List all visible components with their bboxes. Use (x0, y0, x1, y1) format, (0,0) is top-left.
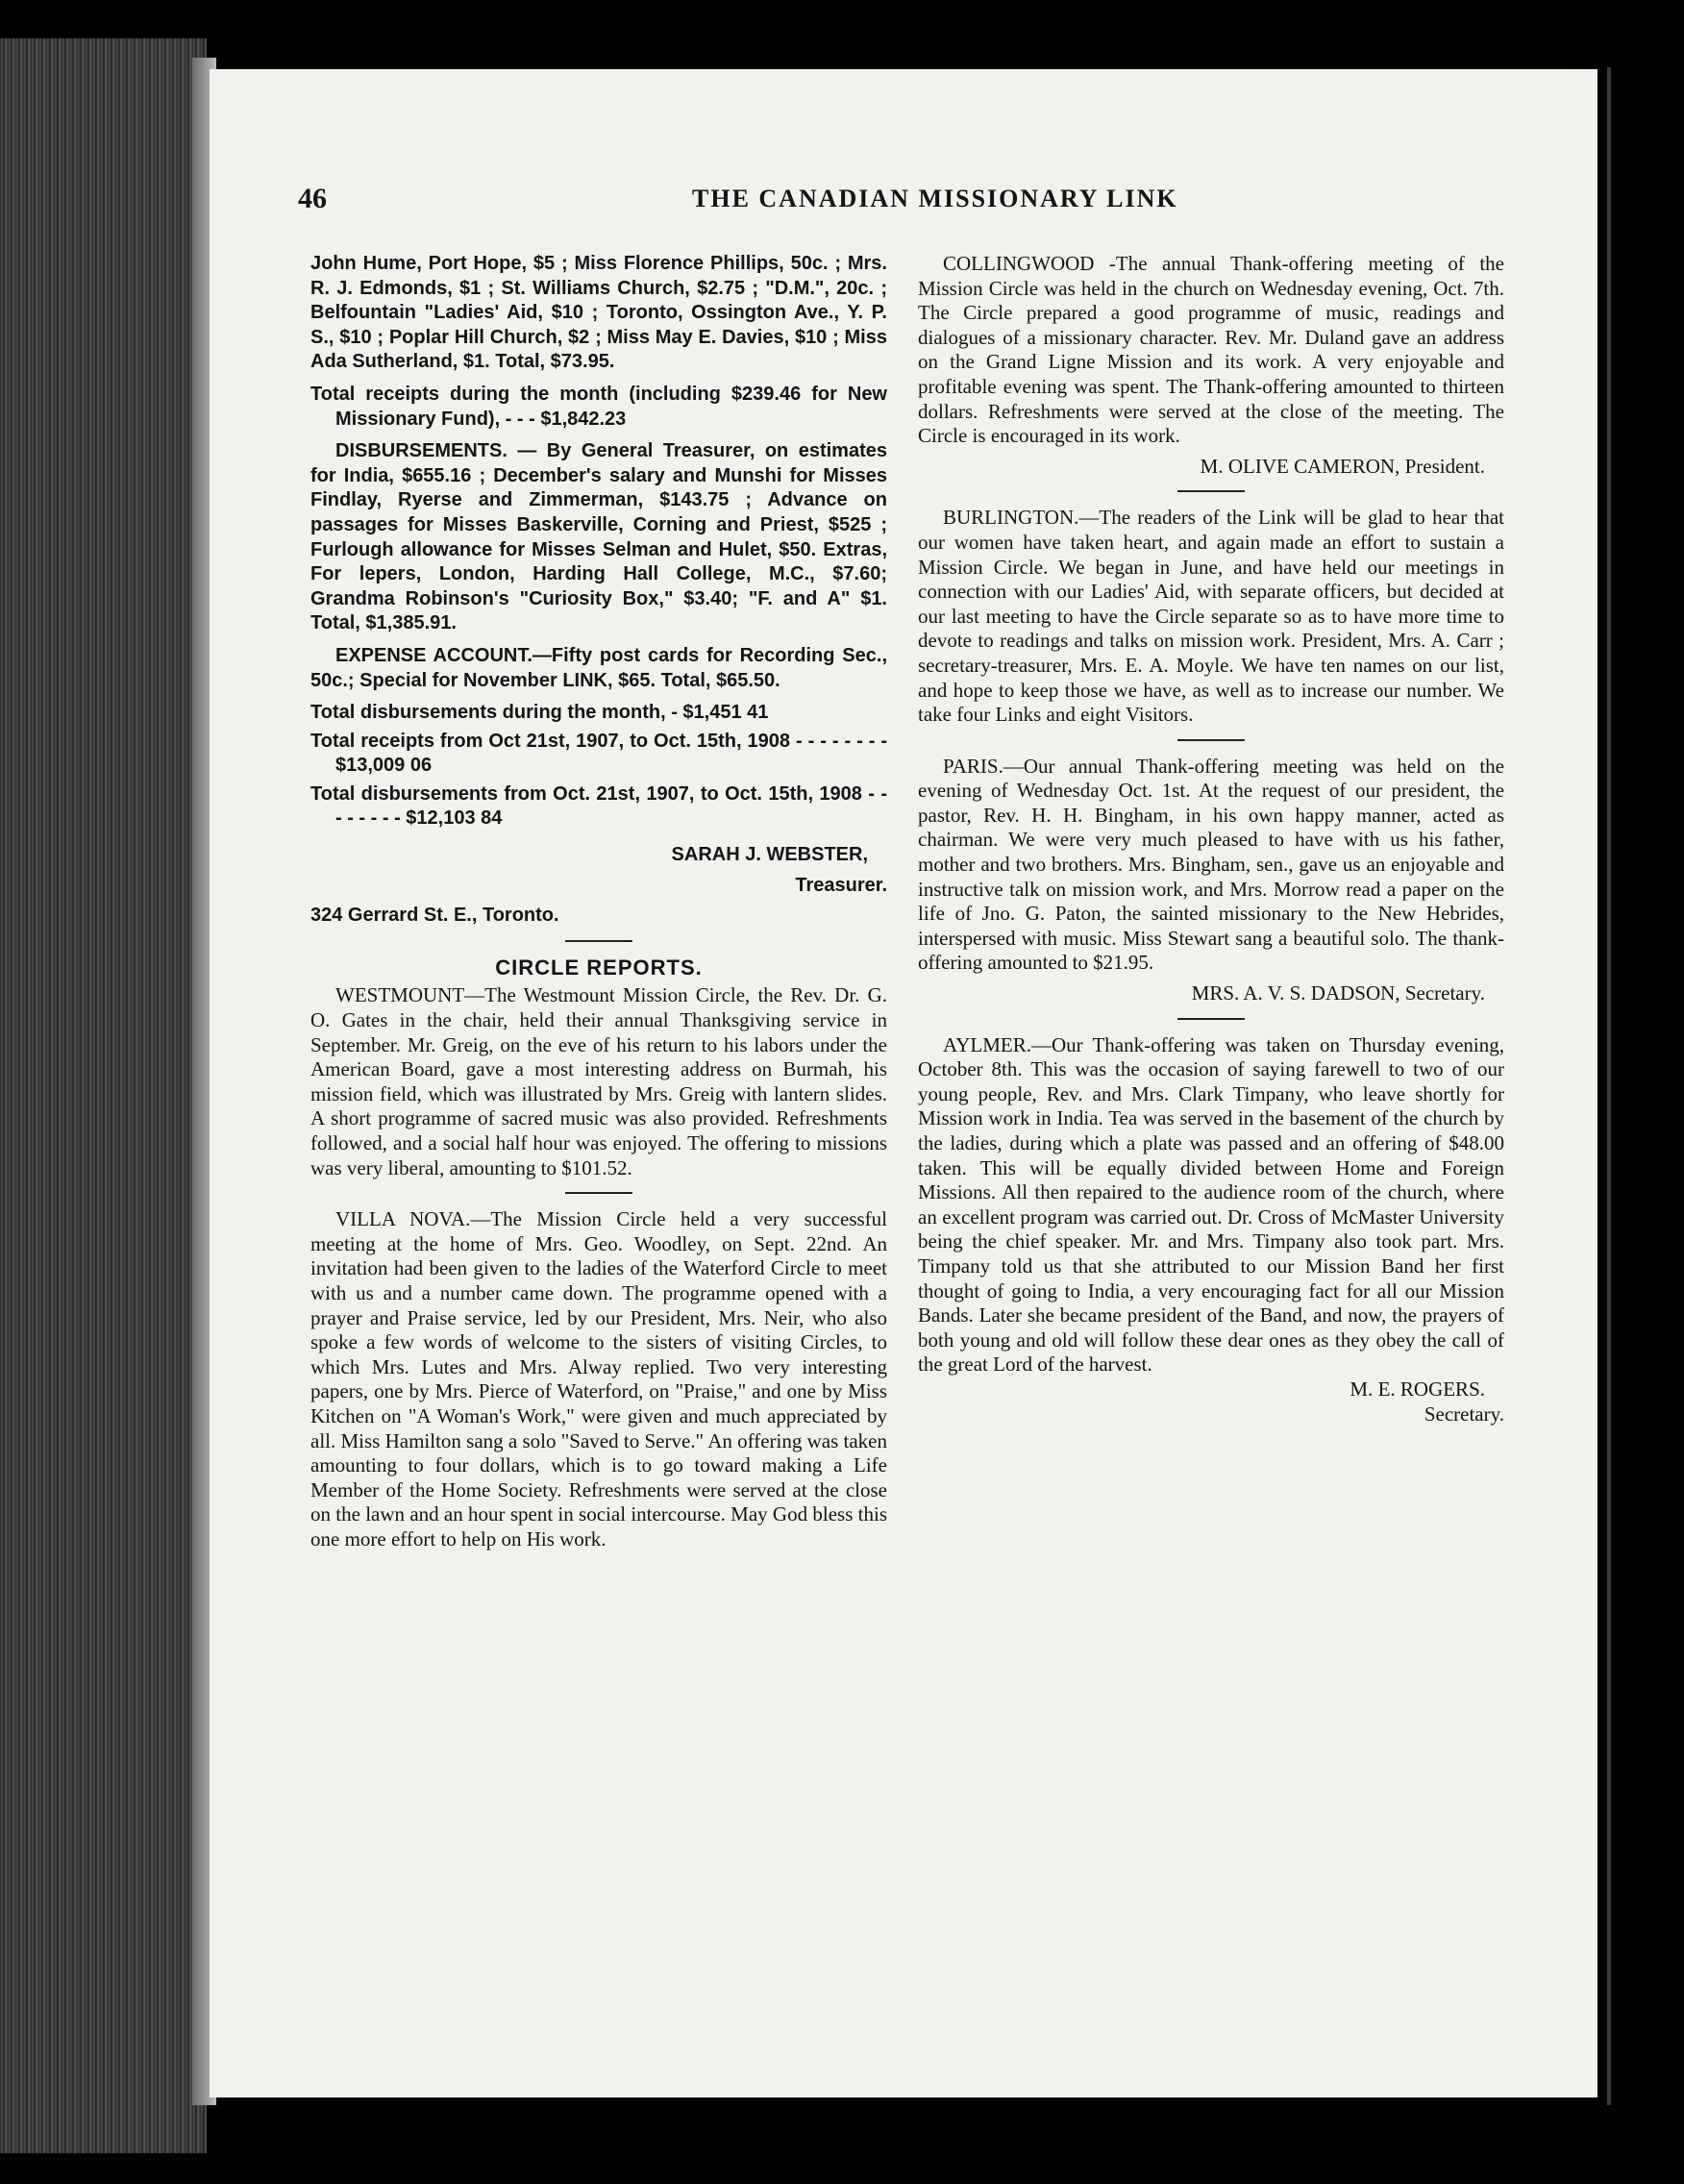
treasurer-address: 324 Gerrard St. E., Toronto. (310, 905, 559, 927)
total-disbursements-month: Total disbursements during the month, - $1,451 41 (310, 702, 769, 724)
total-receipts-month: Total receipts during the month (including $239.46 for New Missionary Fund), - - - $1,842.23 (310, 383, 887, 430)
left-column (310, 252, 887, 1552)
divider (1177, 490, 1245, 492)
divider (565, 1192, 632, 1194)
contributions-list: John Hume, Port Hope, $5 ; Miss Florence Phillips, 50c. ; Mrs. R. J. Edmonds, $1 ; St. Williams Church, $2.75 ; "D.M.", 20c. ; Belfountain "Ladies' Aid, $10 ; Toronto, Ossington Ave., Y. P. S., $10 ; Poplar Hill Church, $2 ; Miss May E. Davies, $10 ; Miss Ada Sutherland, $1. Total, $73.95. (310, 253, 887, 373)
aylmer-signature-title: Secretary. (1424, 1402, 1504, 1426)
gutter-line (1607, 67, 1611, 2105)
report-aylmer: AYLMER.—Our Thank-offering was taken on Thursday evening, October 8th. This was the occasion of saying farewell to two of our young people, Rev. and Mrs. Clark Timpany, who leave shortly for Mission work in India. Tea was served in the basement of the church by the ladies, during which a plate was passed and an offering of $48.00 taken. This will be equally divided between Home and Foreign Missions. All then repaired to the audience room of the church, where an excellent program was carried out. Dr. Cross of McMaster University being the chief speaker. Mr. and Mrs. Timpany also took part. Mrs. Timpany told us that she attributed to our Mission Band her first thought of going to India, a very encouraging fact for all our Mission Bands. Later she became president of the Band, and now, the prayers of both young and old will follow these dear ones as they obey the call of the great Lord of the harvest. (918, 1032, 1504, 1377)
divider (1177, 1018, 1245, 1020)
report-collingwood: COLLINGWOOD -The annual Thank-offering meeting of the Mission Circle was held in the church on Wednesday evening, Oct. 7th. The Circle prepared a good programme of music, readings and dialogues of a missionary character. Rev. Mr. Duland gave an address on the Grand Ligne Mission and its work. A very enjoyable and profitable evening was spent. The Thank-offering amounted to thirteen dollars. Refreshments were served at the close of the meeting. The Circle is encouraged in its work. (918, 252, 1504, 448)
treasurer-name: SARAH J. WEBSTER, (671, 844, 868, 866)
treasurer-title: Treasurer. (795, 874, 887, 896)
expense-account: EXPENSE ACCOUNT.—Fifty post cards for Recording Sec., 50c.; Special for November LINK, $65. Total, $65.50. (310, 644, 887, 691)
book-spine (0, 38, 207, 2153)
total-disbursements-year: Total disbursements from Oct. 21st, 1907, to Oct. 15th, 1908 - - - - - - - - $12,103 84 (310, 782, 887, 830)
report-burlington: BURLINGTON.—The readers of the Link will be glad to hear that our women have taken heart, and again made an effort to sustain a Mission Circle. We began in June, and have held our meetings in connection with our Ladies' Aid, with separate officers, but decided at our last meeting to have the Circle separate so as to have more time to devote to readings and talks on mission work. President, Mrs. A. Carr ; secretary-treasurer, Mrs. E. A. Moyle. We have ten names on our list, and hope to keep those we have, as well as to increase our number. We take four Links and eight Visitors. (918, 506, 1504, 727)
running-title: THE CANADIAN MISSIONARY LINK (692, 185, 1178, 212)
page-number: 46 (298, 183, 327, 214)
divider (1177, 739, 1245, 741)
total-receipts-year: Total receipts from Oct 21st, 1907, to Oct. 15th, 1908 - - - - - - - - $13,009 06 (310, 730, 887, 777)
running-header (298, 183, 1576, 221)
divider (565, 940, 632, 942)
report-westmount: WESTMOUNT—The Westmount Mission Circle, the Rev. Dr. G. O. Gates in the chair, held their annual Thanksgiving service in September. Mr. Greig, on the eve of his return to his labors under the American Board, gave a most interesting address on Burmah, his mission field, which was illustrated by Mrs. Greig with lantern slides. A short programme of sacred music was also provided. Refreshments followed, and a social half hour was enjoyed. The offering to missions was very liberal, amounting to $101.52. (310, 983, 887, 1179)
report-villa-nova: VILLA NOVA.—The Mission Circle held a very successful meeting at the home of Mrs. Geo. Woodley, on Sept. 22nd. An invitation had been given to the ladies of the Waterford Circle to meet with us and a number came down. The programme opened with a prayer and Praise service, led by our President, Mrs. Neir, who also spoke a few words of welcome to the sisters of visiting Circles, to which Mrs. Lutes and Mrs. Alway replied. Two very interesting papers, one by Mrs. Pierce of Waterford, on "Praise," and one by Miss Kitchen on "A Woman's Work," were given and much appreciated by all. Miss Hamilton sang a solo "Saved to Serve." An offering was taken amounting to four dollars, which is to go toward making a Life Member of the Home Society. Refreshments were served at the close on the lawn and an hour spent in social intercourse. May God bless this one more effort to help on His work. (310, 1207, 887, 1551)
section-title: CIRCLE REPORTS. (495, 955, 703, 980)
disbursements: DISBURSEMENTS. — By General Treasurer, on estimates for India, $655.16 ; December's salary and Munshi for Misses Findlay, Ryerse and Zimmerman, $143.75 ; Advance on passages for Misses Baskerville, Corning and Priest, $525 ; Furlough allowance for Misses Selman and Hulet, $50. Extras, For lepers, London, Harding Hall College, M.C., $7.60; Grandma Robinson's "Curiosity Box," $3.40; "F. and A" $1. Total, $1,385.91. (310, 440, 887, 634)
paris-signature: MRS. A. V. S. DADSON, Secretary. (1191, 981, 1485, 1005)
right-column (918, 252, 1504, 1427)
aylmer-signature-name: M. E. ROGERS. (1350, 1377, 1485, 1401)
collingwood-signature: M. OLIVE CAMERON, President. (1200, 454, 1485, 478)
report-paris: PARIS.—Our annual Thank-offering meeting was held on the evening of Wednesday Oct. 1st. At the request of our president, the pastor, Rev. H. H. Bingham, in his own happy manner, acted as chairman. We were very much pleased to have with us his father, mother and two brothers. Mrs. Bingham, sen., gave us an enjoyable and instructive talk on mission work, and Mrs. Morrow read a paper on the life of Jno. G. Paton, the sainted missionary to the New Hebrides, interspersed with music. Miss Stewart sang a beautiful solo. The thank-offering amounted to $21.95. (918, 754, 1504, 975)
